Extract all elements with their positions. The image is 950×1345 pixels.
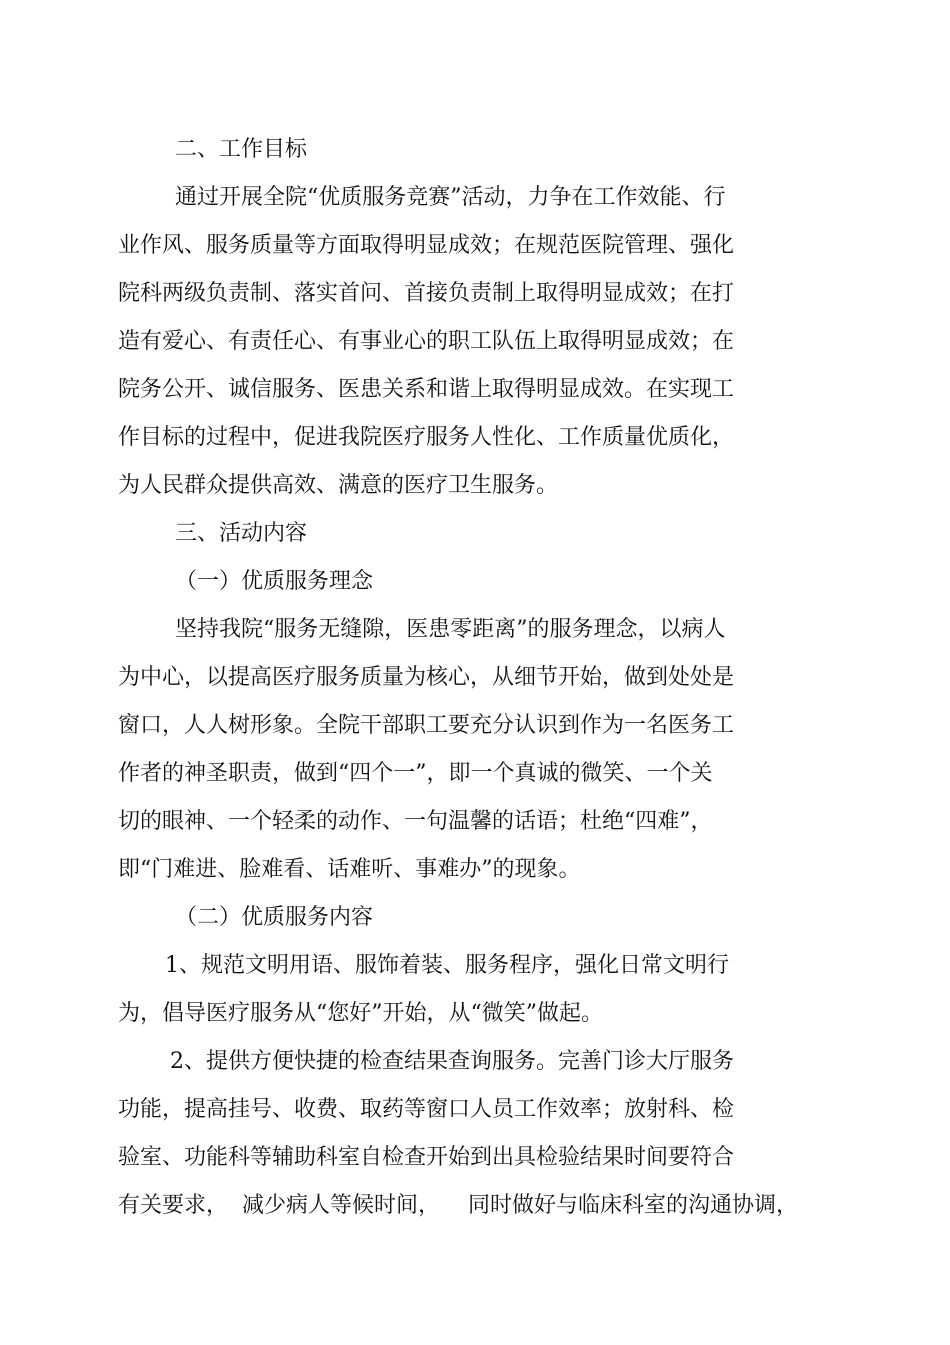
paragraph-line: 窗口，人人树形象。全院干部职工要充分认识到作为一名医务工: [118, 713, 735, 738]
paragraph-line: 作者的神圣职责，做到“四个一”，即一个真诚的微笑、一个关: [118, 761, 713, 786]
list-item-line: 验室、功能科等辅助科室自检查开始到出具检验结果时间要符合: [118, 1145, 735, 1170]
list-item-line: 为，倡导医疗服务从“您好”开始，从“微笑”做起。: [118, 1001, 603, 1026]
paragraph-line: 院科两级负责制、落实首问、首接负责制上取得明显成效；在打: [118, 281, 735, 306]
section-heading-activities: 三、活动内容: [175, 521, 308, 546]
section-heading-goals: 二、工作目标: [175, 137, 308, 162]
list-item-line: 2、提供方便快捷的检查结果查询服务。完善门诊大厅服务: [170, 1049, 734, 1074]
paragraph-line: 作目标的过程中，促进我院医疗服务人性化、工作质量优质化，: [118, 425, 735, 450]
paragraph-line: 为人民群众提供高效、满意的医疗卫生服务。: [118, 473, 559, 498]
paragraph-line: 造有爱心、有责任心、有事业心的职工队伍上取得明显成效；在: [118, 329, 735, 354]
paragraph-line: 业作风、服务质量等方面取得明显成效；在规范医院管理、强化: [118, 233, 735, 258]
subsection-heading-content: （二）优质服务内容: [175, 905, 374, 930]
list-item-line: 有关要求， 减少病人等候时间， 同时做好与临床科室的沟通协调，: [118, 1193, 798, 1218]
paragraph-line: 通过开展全院“优质服务竞赛”活动，力争在工作效能、行: [175, 185, 726, 210]
subsection-heading-philosophy: （一）优质服务理念: [175, 569, 374, 594]
paragraph-line: 切的眼神、一个轻柔的动作、一句温馨的话语；杜绝“四难”，: [118, 809, 713, 834]
list-item-line: 功能，提高挂号、收费、取药等窗口人员工作效率；放射科、检: [118, 1097, 735, 1122]
paragraph-line: 即“门难进、脸难看、话难听、事难办”的现象。: [118, 857, 581, 882]
list-item-line: 1、规范文明用语、服饰着装、服务程序，强化日常文明行: [165, 953, 729, 978]
paragraph-line: 为中心，以提高医疗服务质量为核心，从细节开始，做到处处是: [118, 665, 735, 690]
paragraph-line: 院务公开、诚信服务、医患关系和谐上取得明显成效。在实现工: [118, 377, 735, 402]
paragraph-line: 坚持我院“服务无缝隙，医患零距离”的服务理念，以病人: [175, 617, 726, 642]
